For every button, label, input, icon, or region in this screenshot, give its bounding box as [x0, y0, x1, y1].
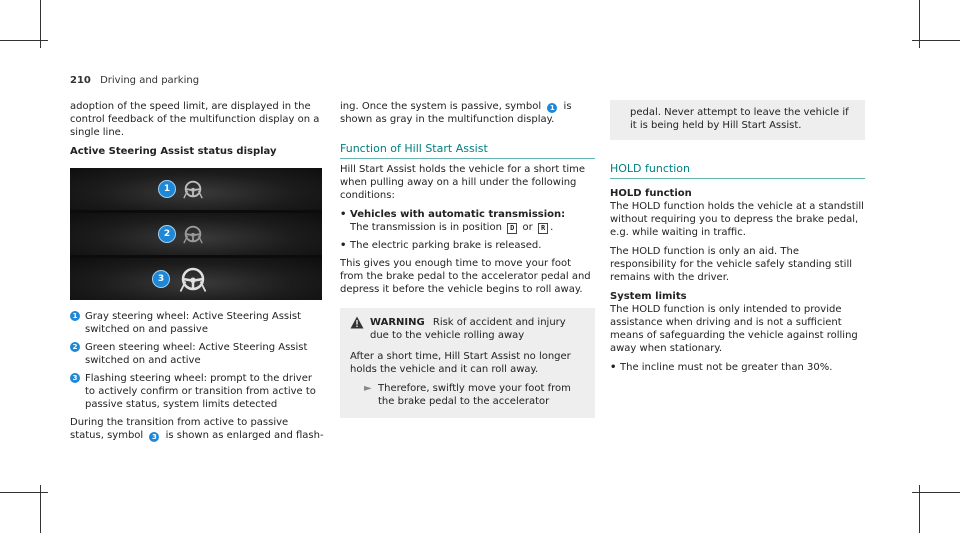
- crop-mark: [912, 492, 960, 493]
- display-panel-1: [70, 168, 322, 210]
- left-column: [70, 100, 325, 448]
- legend-item-1: [70, 310, 325, 336]
- system-limits-heading: System limits: [610, 291, 687, 302]
- bullet-end: .: [550, 222, 554, 233]
- warning-title-row: [350, 316, 585, 342]
- section-title: Driving and parking: [100, 75, 200, 86]
- bullet-title: Vehicles with automatic transmission:: [350, 209, 566, 220]
- warning-heading: [370, 316, 585, 342]
- steering-wheel-icon: [178, 264, 208, 294]
- crop-mark: [0, 492, 48, 493]
- page-number: 210: [70, 75, 91, 86]
- legend-text: Gray steering wheel: Active Steering Assist switched on and passive: [85, 311, 302, 335]
- page-header: [70, 75, 199, 86]
- legend-text: Flashing steering wheel: prompt to the driver to actively confirm or transition from active to passive status, system limits detected: [85, 373, 316, 410]
- bullet-text: The incline must not be greater than 30%.: [620, 362, 833, 373]
- legend-text: Green steering wheel: Active Steering Assist switched on and active: [85, 342, 308, 366]
- inline-number: 1: [547, 103, 557, 113]
- legend-number: 2: [70, 342, 80, 352]
- bullet-item: [340, 208, 595, 234]
- legend-number: 3: [70, 373, 80, 383]
- bullet-item: [610, 361, 865, 374]
- legend-item-2: [70, 341, 325, 367]
- inline-number: 3: [149, 432, 159, 442]
- warning-title: Risk of accident and injury due to the vehicle rolling away: [370, 317, 566, 341]
- warning-action: [364, 382, 585, 408]
- warning-action-text: Therefore, swiftly move your foot from the brake pedal to the accelerator: [378, 383, 571, 407]
- bullet-item: [340, 239, 595, 252]
- warning-triangle-icon: [350, 316, 364, 329]
- transition-text-end: is shown as enlarged and flash-: [165, 430, 324, 441]
- intro-paragraph: adoption of the speed limit, are displayed in the control feedback of the multifunction display on a single line.: [70, 101, 320, 138]
- steering-wheel-icon: [182, 223, 204, 245]
- warning-continued-text: pedal. Never attempt to leave the vehicle if it is being held by Hill Start Assist.: [630, 107, 849, 131]
- hill-start-paragraph: Hill Start Assist holds the vehicle for a short time when pulling away on a hill under the following conditions:: [340, 164, 586, 201]
- bullet-or: or: [522, 222, 533, 233]
- image-callout-3: 3: [152, 270, 170, 288]
- image-callout-2: 2: [158, 225, 176, 243]
- continuation-text-start: ing. Once the system is passive, symbol: [340, 101, 542, 112]
- crop-mark: [0, 40, 48, 41]
- hold-subheading: HOLD function: [610, 188, 692, 199]
- warning-box: [340, 308, 595, 418]
- bullet-text: The electric parking brake is released.: [350, 240, 542, 251]
- arrow-right-icon: ►: [364, 383, 372, 394]
- warning-box-continued: [610, 100, 865, 140]
- transition-text-start: During the transition from active to passive status, symbol: [70, 417, 289, 441]
- display-panel-2: [70, 213, 322, 255]
- hold-paragraph-2: The HOLD function is only an aid. The responsibility for the vehicle safely standing still remains with the driver.: [610, 246, 852, 283]
- image-callout-1: 1: [158, 180, 176, 198]
- gear-key-r: R: [538, 223, 548, 234]
- warning-text: After a short time, Hill Start Assist no longer holds the vehicle and it can roll away.: [350, 351, 571, 375]
- middle-column: [340, 100, 595, 418]
- right-column: [610, 100, 865, 379]
- system-limits-paragraph: The HOLD function is only intended to provide assistance when driving and is not a sufficient means of safeguarding the vehicle against rolling away when stationary.: [610, 304, 858, 354]
- steering-wheel-icon: [182, 178, 204, 200]
- warning-label: WARNING: [370, 317, 425, 328]
- hold-paragraph-1: The HOLD function holds the vehicle at a standstill without requiring you to depress the brake pedal, e.g. while waiting in traffic.: [610, 201, 864, 238]
- bullet-content: [350, 208, 565, 234]
- continuation-paragraph: [340, 100, 595, 126]
- legend-number: 1: [70, 311, 80, 321]
- display-panel-3: [70, 258, 322, 300]
- transition-paragraph: [70, 416, 325, 442]
- status-display-image: [70, 168, 322, 300]
- gear-key-d: D: [507, 223, 517, 234]
- crop-mark: [912, 40, 960, 41]
- status-display-heading: Active Steering Assist status display: [70, 146, 277, 157]
- hill-start-heading: Function of Hill Start Assist: [340, 142, 595, 159]
- continuation-text-end: is shown as gray in the multifunction display.: [340, 101, 572, 125]
- hold-heading: HOLD function: [610, 162, 865, 179]
- bullet-text: The transmission is in position: [350, 222, 502, 233]
- bullet-dot: •: [610, 362, 617, 373]
- time-paragraph: This gives you enough time to move your foot from the brake pedal to the accelerator pedal and depress it before the vehicle begins to roll away.: [340, 258, 591, 295]
- legend-item-3: [70, 372, 325, 411]
- bullet-dot: •: [340, 240, 347, 251]
- bullet-dot: •: [340, 209, 347, 220]
